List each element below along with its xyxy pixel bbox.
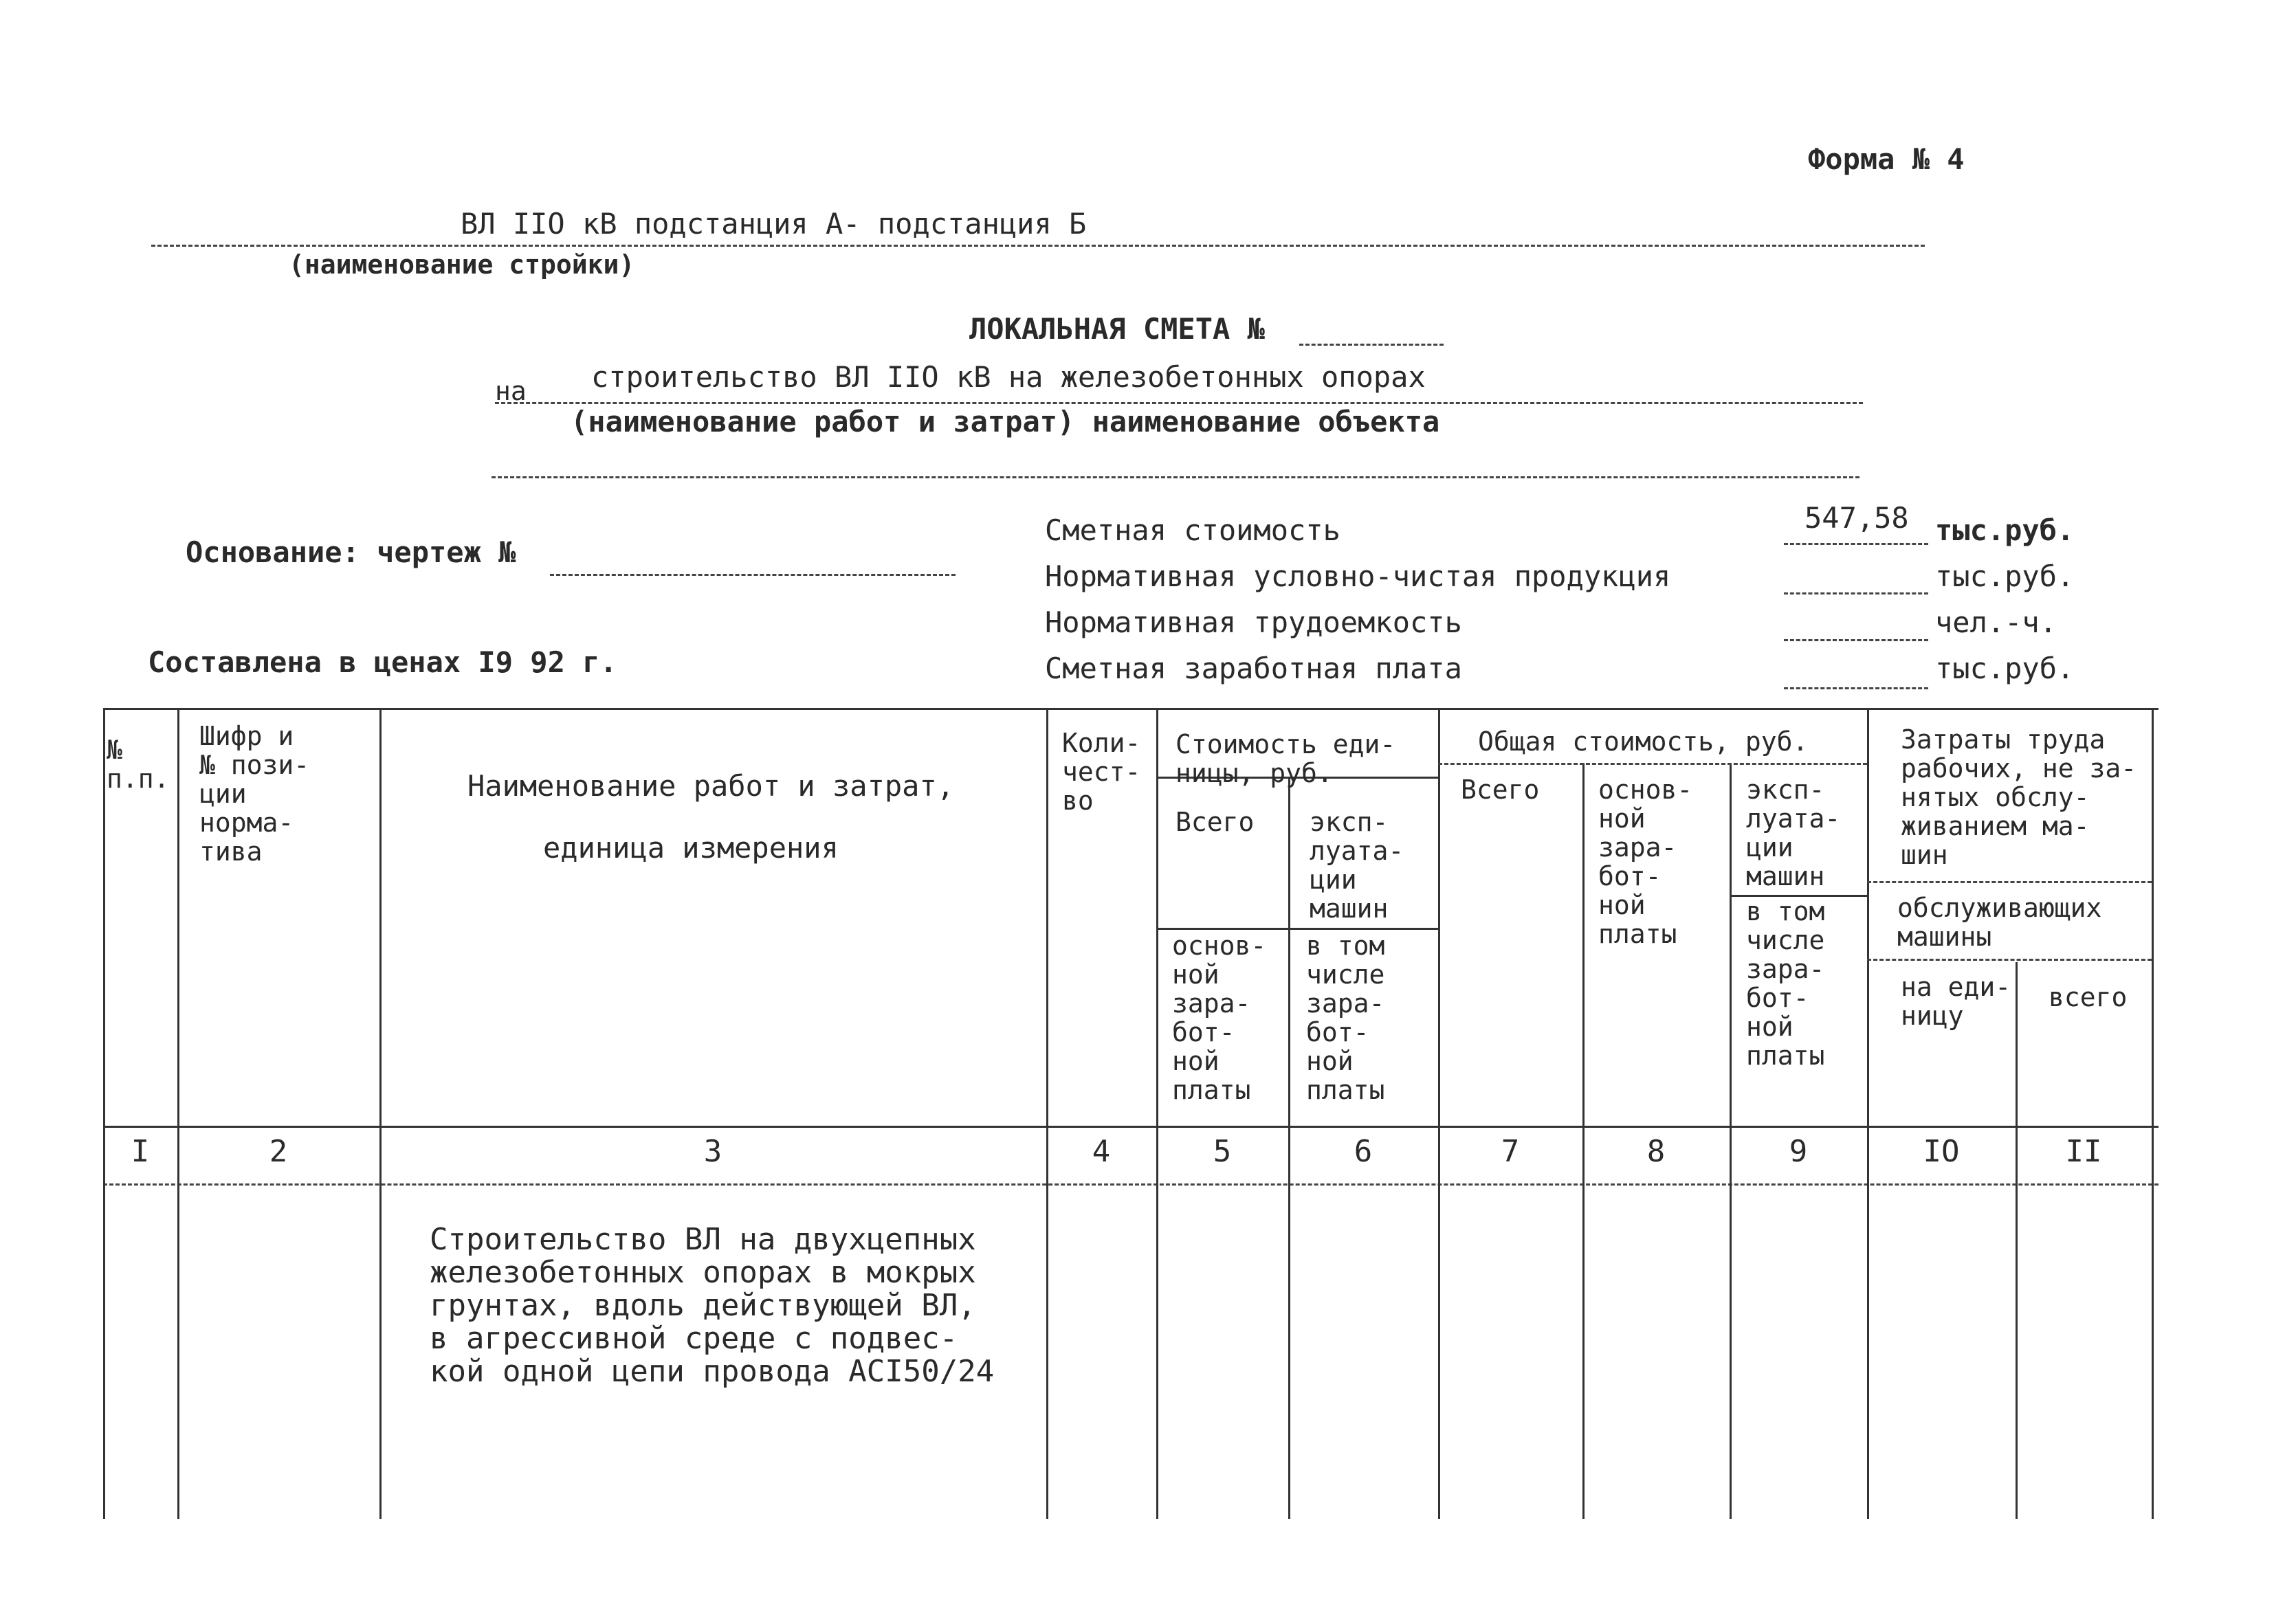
table-col-border-6 [1438,708,1440,1519]
header-col8: основ- ной зара- бот- ной платы [1598,775,1693,949]
estimate-subject-underline [495,402,1863,404]
table-header-bottom [103,1126,2159,1128]
header-col10: на еди- ницу [1901,972,2011,1031]
table-col-border-4 [1156,708,1158,1519]
header-col5-top: Всего [1175,807,1255,837]
basis-underline [550,574,956,576]
header-col7: Всего [1461,775,1540,805]
summary-value-0: 547,58 [1804,501,1909,535]
summary-label-3: Сметная заработная плата [1045,652,1462,685]
column-number-1: І [131,1134,150,1169]
column-number-2: 2 [269,1134,288,1169]
estimate-subject: строительство ВЛ ІІО кВ на железобетонных опорах [591,360,1426,394]
column-number-11: ІІ [2065,1134,2102,1169]
column-number-3: 3 [703,1134,722,1169]
header-col11: всего [2049,982,2128,1012]
summary-value-line-2 [1784,639,1928,641]
table-top-border [103,708,2159,710]
table-col-border-10 [2016,962,2018,1519]
header-quantity: Коли- чест- во [1062,728,1141,816]
table-col-border-1 [177,708,179,1519]
summary-unit-2: чел.-ч. [1935,605,2057,639]
header-unit-cost: Стоимость еди- ницы, руб. [1175,729,1396,788]
header-code: Шифр и № пози- ции норма- тива [199,721,310,867]
construction-name: ВЛ ІІО кВ подстанция А- подстанция Б [461,207,1087,241]
header-total-cost: Общая стоимость, руб. [1478,726,1809,757]
summary-label-2: Нормативная трудоемкость [1045,605,1462,639]
header-col6-top: эксп- луата- ции машин [1310,807,1404,924]
column-number-4: 4 [1092,1134,1111,1169]
column-number-10: ІО [1923,1134,1960,1169]
summary-label-0: Сметная стоимость [1045,513,1340,547]
basis-prices: Составлена в ценах І9 92 г. [148,645,617,679]
summary-label-1: Нормативная условно-чистая продукция [1045,559,1671,593]
row-description: Строительство ВЛ на двухцепных железобетонных опорах в мокрых грунтах, вдоль действующей ВЛ, в агрессивной среде с подвес- кой одной цепи провода АСІ50/24 [430,1222,995,1389]
basis-label: Основание: чертеж № [186,535,516,569]
summary-value-line-3 [1784,687,1928,689]
summary-unit-3: тыс.руб. [1935,652,2075,685]
header-row-number: № п.п. [107,735,170,794]
header-labor-sub: обслуживающих машины [1897,893,2102,952]
column-number-8: 8 [1646,1134,1666,1169]
table-col-border-11 [2152,708,2154,1519]
header-col9-top: эксп- луата- ции машин [1746,775,1841,891]
column-number-5: 5 [1213,1134,1232,1169]
table-col-border-3 [1046,708,1048,1519]
table-col-border-0 [103,708,105,1519]
estimate-caption: (наименование работ и затрат) наименование объекта [571,405,1440,438]
construction-caption: (наименование стройки) [289,249,635,280]
header-col5-bottom: основ- ной зара- бот- ной платы [1172,931,1267,1105]
unit-cost-mid-line [1156,928,1438,930]
header-name-line2: единица измерения [543,831,839,865]
estimate-title: ЛОКАЛЬНАЯ СМЕТА № [969,312,1265,346]
estimate-object-underline [492,476,1859,478]
column-number-7: 7 [1501,1134,1520,1169]
header-col6-bottom: в том числе зара- бот- ной платы [1306,931,1385,1105]
table-col-border-2 [379,708,382,1519]
column-number-9: 9 [1789,1134,1808,1169]
labor-sub2-line [1867,959,2152,961]
construction-underline [151,245,1925,247]
summary-value-line-1 [1784,592,1928,594]
estimate-prefix: на [495,376,527,406]
total-cost-sub-line [1438,763,1867,765]
labor-sub-line [1867,881,2152,883]
header-labor: Затраты труда рабочих, не за- нятых обслу- живанием ма- шин [1901,724,2137,870]
form-number: Форма № 4 [1808,142,1965,176]
table-col-border-9 [1867,708,1869,1519]
summary-unit-0: тыс.руб. [1935,513,2075,547]
summary-value-line-0 [1784,543,1928,545]
summary-unit-1: тыс.руб. [1935,559,2075,593]
column-number-6: 6 [1354,1134,1373,1169]
header-name-line1: Наименование работ и затрат, [467,769,955,803]
estimate-number-line [1299,344,1444,346]
header-col9-bottom: в том числе зара- бот- ной платы [1746,896,1825,1071]
table-numbers-bottom [103,1183,2159,1186]
